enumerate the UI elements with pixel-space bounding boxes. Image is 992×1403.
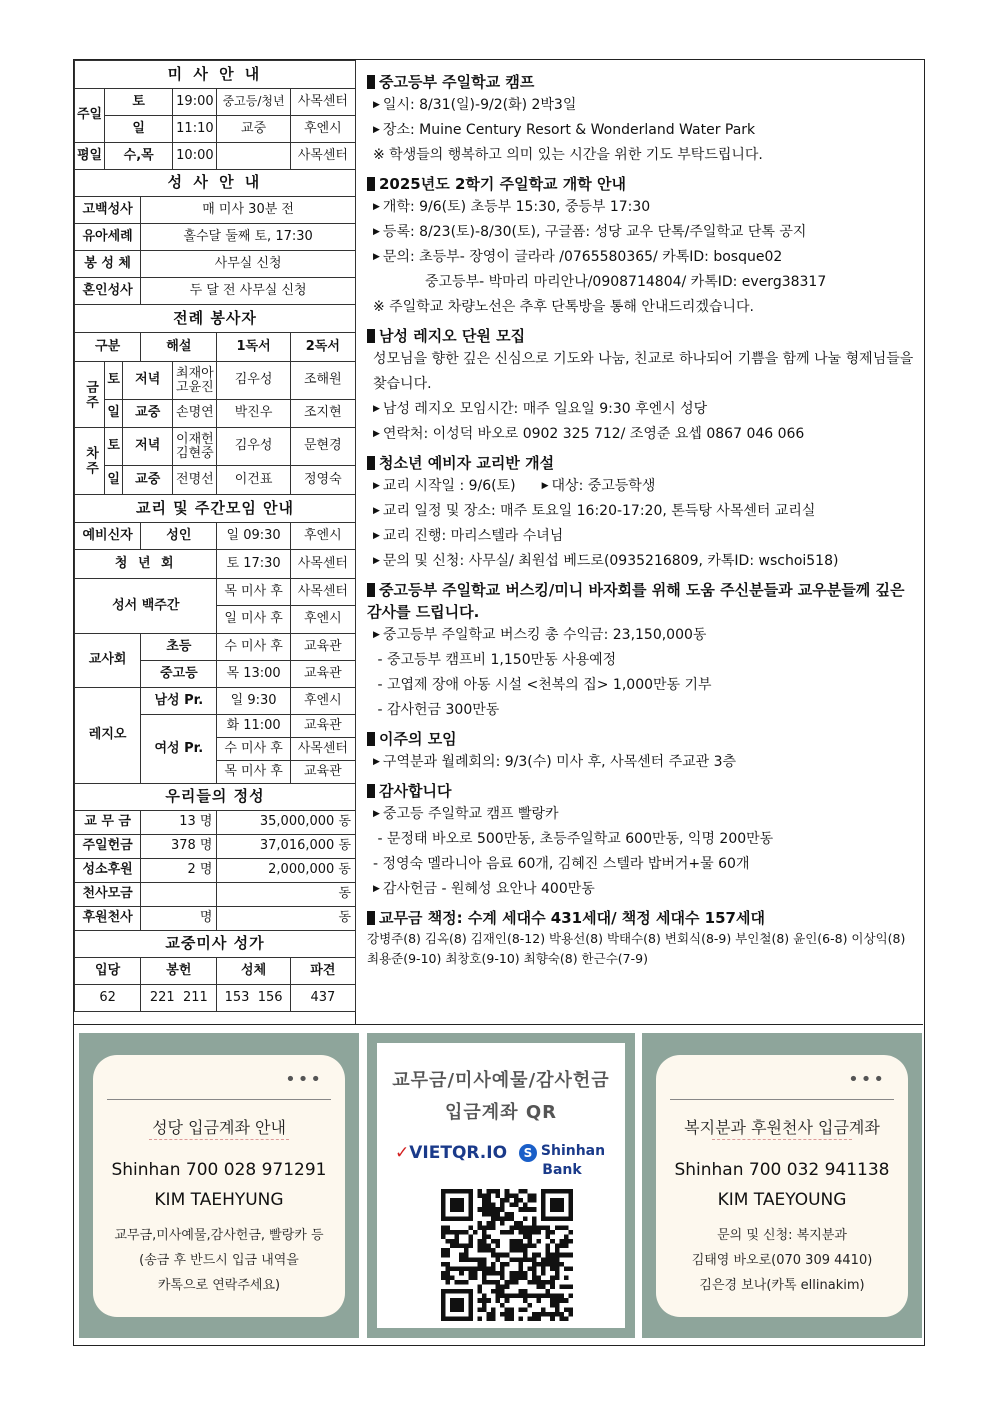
sacrament-name: 고백성사 — [75, 197, 141, 224]
offering-count: 2 명 — [141, 859, 217, 883]
square-bullet-icon — [367, 732, 375, 746]
title-underline — [712, 1139, 852, 1140]
teachers-time: 목 13:00 — [217, 661, 290, 688]
sacrament-name: 유아세례 — [75, 224, 141, 251]
square-bullet-icon — [367, 583, 375, 597]
offerings-title: 우리들의 정성 — [75, 784, 356, 811]
sacrament-name: 봉 성 체 — [75, 251, 141, 278]
qr-title-line: 교무금/미사예물/감사헌금 — [392, 1070, 610, 1091]
mass-place: 사목센터 — [290, 89, 355, 116]
notice-line-text: 강병주(8) 김옥(8) 김재인(8-12) 박용선(8) 박태수(8) 변회식(8-9) 부인철(8) 윤인(6-8) 이상익(8) 최용준(9-10) 최창호(9-10) 최향숙(8) 한근수(7-9) — [367, 931, 906, 966]
sacrament-title: 성 사 안 내 — [75, 170, 356, 197]
bible-label: 성서 백주간 — [75, 579, 217, 634]
square-bullet-icon — [367, 329, 375, 343]
notice-line-text: 문의 및 신청: 사무실/ 최원섭 베드로(0935216809, 카톡ID: wschoi518) — [382, 553, 839, 569]
notice-title — [367, 728, 917, 750]
server-day: 일 — [105, 466, 123, 495]
notice-line-text: 등록: 8/23(토)-8/30(토), 구글폼: 성당 교우 단톡/주일학교 단톡 공지 — [382, 224, 807, 240]
offering-name: 성소후원 — [75, 859, 141, 883]
triangle-bullet-icon: ▶ — [373, 125, 380, 135]
notice-line — [367, 245, 917, 270]
server-reading2: 정영숙 — [290, 466, 355, 495]
info-column — [74, 60, 356, 1024]
legio-female-place: 교육관 — [290, 761, 355, 784]
bible-place: 사목센터 — [290, 579, 355, 606]
notice-line-text: 남성 레지오 모임시간: 매주 일요일 9:30 후엔시 성당 — [382, 401, 708, 417]
server-commentator: 전명선 — [173, 466, 217, 495]
notice-line — [367, 623, 917, 648]
card-title: 성당 입금계좌 안내 — [152, 1118, 286, 1137]
qr-code-icon[interactable] — [441, 1189, 573, 1321]
servers-header: 2독서 — [290, 333, 355, 362]
teachers-place: 교육관 — [290, 634, 355, 661]
meetings-title: 교리 및 주간모임 안내 — [75, 495, 356, 523]
mass-day: 수,목 — [105, 143, 173, 170]
youth-place: 사목센터 — [290, 550, 355, 579]
notice-line-text: ※ 주일학교 차량노선은 추후 단톡방을 통해 안내드리겠습니다. — [373, 299, 754, 315]
triangle-bullet-icon: ▶ — [373, 100, 380, 110]
hymn-header: 입당 — [75, 958, 141, 985]
notice-line-text: - 정영숙 멜라니아 음료 60개, 김혜진 스텔라 밥버거+물 60개 — [373, 856, 750, 872]
legio-male-place: 후엔시 — [290, 688, 355, 715]
weekday-label: 평일 — [75, 143, 105, 170]
shinhan-text: Shinhan Bank — [540, 1143, 606, 1178]
square-bullet-icon — [367, 911, 375, 925]
server-reading1: 이건표 — [217, 466, 290, 495]
servers-header: 해설 — [141, 333, 217, 362]
shinhan-mark-icon: S — [519, 1144, 537, 1162]
youth-time: 토 17:30 — [217, 550, 290, 579]
mass-who: 중고등/청년 — [217, 89, 290, 116]
triangle-bullet-icon: ▶ — [541, 481, 549, 491]
account-info — [93, 1155, 345, 1215]
account-holder: KIM TAEHYUNG — [154, 1190, 284, 1210]
square-bullet-icon — [367, 75, 375, 89]
square-bullet-icon — [367, 784, 375, 798]
notice-line — [367, 220, 917, 245]
offering-name: 후원천사 — [75, 907, 141, 931]
note-line: 교무금,미사예물,감사헌금, 빨랑카 등 — [114, 1228, 324, 1243]
offering-name: 교 무 금 — [75, 811, 141, 835]
legio-female-label: 여성 Pr. — [141, 715, 217, 784]
notice-line-text: 성모님을 향한 깊은 신심으로 기도와 나눔, 친교로 하나되어 기쁨을 함께 나눌 형제님들을 찾습니다. — [373, 351, 914, 392]
catechumen-time: 일 09:30 — [217, 523, 290, 550]
mass-title: 미 사 안 내 — [75, 61, 356, 89]
notice-title-text: 감사합니다 — [379, 782, 452, 800]
notice-line-text: 일시: 8/31(일)-9/2(화) 2박3일 — [382, 97, 577, 113]
catechumen-who: 성인 — [141, 523, 217, 550]
shinhan-logo — [499, 1143, 625, 1178]
qr-card — [377, 1043, 625, 1328]
notice-line-text: 연락처: 이성덕 바오로 0902 325 712/ 조영준 요셉 0867 046 066 — [382, 426, 805, 442]
hymns-title: 교중미사 성가 — [75, 931, 356, 958]
week-label: 차주 — [75, 428, 105, 495]
catechumen-place: 후엔시 — [290, 523, 355, 550]
server-reading2: 문현경 — [290, 428, 355, 466]
sacrament-value: 매 미사 30분 전 — [141, 197, 356, 224]
notice-title — [367, 71, 917, 93]
hymn-header: 성체 — [217, 958, 290, 985]
legio-female-time: 수 미사 후 — [217, 738, 290, 761]
notices-column — [357, 60, 923, 1024]
sacrament-value: 두 달 전 사무실 신청 — [141, 278, 356, 305]
card-note — [93, 1223, 345, 1298]
vietqr-mark-icon: ✓ — [395, 1143, 410, 1163]
server-day: 토 — [105, 362, 123, 400]
notice-line — [367, 474, 917, 499]
triangle-bullet-icon: ▶ — [373, 252, 380, 262]
church-account-card — [93, 1055, 345, 1317]
square-bullet-icon — [367, 456, 375, 470]
notice-line-text: 중고등 주일학교 캠프 빨랑카 — [382, 806, 559, 822]
legio-female-place: 교육관 — [290, 715, 355, 738]
notice-line — [367, 673, 917, 698]
server-commentator: 손명연 — [173, 400, 217, 428]
server-reading1: 김우성 — [217, 362, 290, 400]
notice-line — [367, 698, 917, 723]
sacrament-value: 홀수달 둘째 토, 17:30 — [141, 224, 356, 251]
qr-title-line: 입금계좌 QR — [445, 1102, 557, 1123]
more-icon: ••• — [285, 1069, 323, 1090]
triangle-bullet-icon: ▶ — [373, 202, 380, 212]
sacrament-name: 혼인성사 — [75, 278, 141, 305]
notice-line — [367, 852, 917, 877]
servers-header: 1독서 — [217, 333, 290, 362]
account-number: Shinhan 700 028 971291 — [111, 1160, 327, 1180]
vietqr-logo — [395, 1143, 507, 1163]
offering-name: 주일헌금 — [75, 835, 141, 859]
notice-line — [367, 347, 917, 397]
triangle-bullet-icon: ▶ — [373, 809, 380, 819]
notice-line-text: 교리 일정 및 장소: 매주 토요일 16:20-17:20, 톤득탕 사목센터 교리실 — [382, 503, 816, 519]
server-reading1: 김우성 — [217, 428, 290, 466]
bible-time: 일 미사 후 — [217, 606, 290, 634]
server-reading2: 조지현 — [290, 400, 355, 428]
notice-line-text: 문의: 초등부- 장영이 글라라 /0765580365/ 카톡ID: bosque02 — [382, 249, 783, 265]
hymn-value: 62 — [75, 985, 141, 1012]
triangle-bullet-icon: ▶ — [373, 404, 380, 414]
triangle-bullet-icon: ▶ — [373, 481, 380, 491]
triangle-bullet-icon: ▶ — [373, 531, 380, 541]
notice-title-text: 2025년도 2학기 주일학교 개학 안내 — [379, 175, 626, 193]
legio-female-time: 목 미사 후 — [217, 761, 290, 784]
legio-male-who: 남성 Pr. — [141, 688, 217, 715]
top-section — [74, 60, 923, 1024]
note-line: (송금 후 반드시 입금 내역을 — [139, 1253, 299, 1268]
notice-line-text: 교리 시작일 : 9/6(토) — [382, 478, 516, 494]
divider — [670, 1099, 894, 1100]
account-number: Shinhan 700 032 941138 — [674, 1160, 890, 1180]
hymn-value: 153 156 — [217, 985, 290, 1012]
notice-title — [367, 325, 917, 347]
offering-amount: 37,016,000 동 — [217, 835, 356, 859]
bulletin-page — [73, 59, 925, 1346]
notice-line-text: 대상: 중고등학생 — [551, 478, 656, 494]
notice-line — [367, 549, 917, 574]
offering-count: 13 명 — [141, 811, 217, 835]
server-mass: 저녁 — [123, 428, 173, 466]
account-info — [656, 1155, 908, 1215]
week-label: 금주 — [75, 362, 105, 428]
notice-line-text: - 중고등부 캠프비 1,150만동 사용예정 — [373, 652, 617, 668]
notice-title — [367, 907, 917, 929]
notice-line — [367, 270, 917, 295]
bank-info-section — [74, 1024, 923, 1345]
triangle-bullet-icon: ▶ — [373, 227, 380, 237]
server-commentator: 이재헌 김현중 — [173, 428, 217, 466]
notice-line — [367, 93, 917, 118]
notice-title — [367, 173, 917, 195]
bible-time: 목 미사 후 — [217, 579, 290, 606]
notice-line-text: ※ 학생들의 행복하고 의미 있는 시간을 위한 기도 부탁드립니다. — [373, 147, 763, 163]
notice-line-text: 구역분과 월례회의: 9/3(수) 미사 후, 사목센터 주교관 3층 — [382, 754, 737, 770]
server-mass: 교중 — [123, 400, 173, 428]
notice-line-text: 장소: Muine Century Resort & Wonderland Water Park — [382, 122, 756, 138]
divider — [107, 1099, 331, 1100]
teachers-who: 초등 — [141, 634, 217, 661]
hymn-value: 437 — [290, 985, 355, 1012]
mass-place: 후엔시 — [290, 116, 355, 143]
notice-title-text: 이주의 모임 — [379, 730, 457, 748]
qr-title — [377, 1065, 625, 1129]
offering-amount: 35,000,000 동 — [217, 811, 356, 835]
offering-amount: 동 — [217, 907, 356, 931]
mass-time: 19:00 — [173, 89, 217, 116]
notice-line — [367, 118, 917, 143]
offering-count: 명 — [141, 907, 217, 931]
notice-line — [367, 295, 917, 320]
mass-time: 11:10 — [173, 116, 217, 143]
notice-line-text: 중고등부 주일학교 버스킹 총 수익금: 23,150,000동 — [382, 627, 707, 643]
servers-header: 구분 — [75, 333, 141, 362]
server-reading1: 박진우 — [217, 400, 290, 428]
qr-card-frame — [367, 1033, 635, 1338]
mass-day: 토 — [105, 89, 173, 116]
notice-line — [367, 827, 917, 852]
notice-line — [367, 929, 917, 969]
welfare-account-card — [656, 1055, 908, 1317]
card-note — [656, 1223, 908, 1298]
notice-title-text: 중고등부 주일학교 캠프 — [379, 73, 535, 91]
notice-title-text: 청소년 예비자 교리반 개설 — [379, 454, 555, 472]
legio-female-place: 사목센터 — [290, 738, 355, 761]
info-table — [74, 60, 356, 1012]
triangle-bullet-icon: ▶ — [373, 506, 380, 516]
notice-title — [367, 780, 917, 802]
bank-logos — [377, 1143, 625, 1178]
notice-title-text: 교무금 책정: 수계 세대수 431세대/ 책정 세대수 157세대 — [379, 909, 765, 927]
teachers-place: 교육관 — [290, 661, 355, 688]
notice-line — [367, 143, 917, 168]
catechumen-label: 예비신자 — [75, 523, 141, 550]
notice-line — [367, 750, 917, 775]
mass-who — [217, 143, 290, 170]
hymn-header: 봉헌 — [141, 958, 217, 985]
offering-amount: 2,000,000 동 — [217, 859, 356, 883]
notice-line — [367, 802, 917, 827]
mass-time: 10:00 — [173, 143, 217, 170]
triangle-bullet-icon: ▶ — [373, 884, 380, 894]
notice-title — [367, 452, 917, 474]
notice-title-text: 남성 레지오 단원 모집 — [379, 327, 526, 345]
legio-female-time: 화 11:00 — [217, 715, 290, 738]
card-title: 복지분과 후원천사 입금계좌 — [684, 1118, 880, 1137]
square-bullet-icon — [367, 177, 375, 191]
server-day: 토 — [105, 428, 123, 466]
notice-line-text: - 감사헌금 300만동 — [373, 702, 500, 718]
server-mass: 교중 — [123, 466, 173, 495]
offering-count — [141, 883, 217, 907]
note-line: 김태영 바오로(070 309 4410) — [691, 1253, 873, 1268]
hymn-header: 파견 — [290, 958, 355, 985]
notice-line-text: - 고엽제 장애 아동 시설 <천복의 집> 1,000만동 기부 — [373, 677, 712, 693]
sunday-label: 주일 — [75, 89, 105, 143]
sacrament-value: 사무실 신청 — [141, 251, 356, 278]
note-line: 문의 및 신청: 복지분과 — [717, 1228, 847, 1243]
teachers-time: 수 미사 후 — [217, 634, 290, 661]
church-account-card-frame — [79, 1033, 359, 1338]
title-underline — [149, 1139, 289, 1140]
servers-title: 전례 봉사자 — [75, 305, 356, 333]
mass-who: 교중 — [217, 116, 290, 143]
notice-line — [367, 397, 917, 422]
notice-line — [367, 499, 917, 524]
notice-line — [367, 195, 917, 220]
note-line: 카톡으로 연락주세요) — [157, 1278, 281, 1293]
notice-line-text: 중고등부- 박마리 마리안나/0908714804/ 카톡ID: everg38317 — [425, 274, 827, 290]
triangle-bullet-icon: ▶ — [373, 630, 380, 640]
server-commentator: 최재아 고윤진 — [173, 362, 217, 400]
vietqr-text: VIETQR.IO — [409, 1143, 508, 1163]
youth-label: 청 년 회 — [75, 550, 217, 579]
notice-line — [367, 648, 917, 673]
offering-amount: 동 — [217, 883, 356, 907]
mass-day: 일 — [105, 116, 173, 143]
teachers-label: 교사회 — [75, 634, 141, 688]
bible-place: 후엔시 — [290, 606, 355, 634]
notice-line-text: - 문정태 바오로 500만동, 초등주일학교 600만동, 익명 200만동 — [373, 831, 774, 847]
more-icon: ••• — [848, 1069, 886, 1090]
notice-line — [367, 422, 917, 447]
welfare-account-card-frame — [642, 1033, 922, 1338]
triangle-bullet-icon: ▶ — [373, 429, 380, 439]
notice-line-text: 교리 진행: 마리스텔라 수녀님 — [382, 528, 564, 544]
triangle-bullet-icon: ▶ — [373, 757, 380, 767]
legio-label: 레지오 — [75, 688, 141, 784]
note-line: 김은경 보나(카톡 ellinakim) — [699, 1278, 865, 1293]
server-reading2: 조해원 — [290, 362, 355, 400]
notice-line-text: 감사헌금 - 원혜성 요안나 400만동 — [382, 881, 595, 897]
offering-name: 천사모금 — [75, 883, 141, 907]
notice-line — [367, 524, 917, 549]
offering-count: 378 명 — [141, 835, 217, 859]
account-holder: KIM TAEYOUNG — [717, 1190, 847, 1210]
notice-title — [367, 579, 917, 623]
hymn-value: 221 211 — [141, 985, 217, 1012]
notice-title-text: 중고등부 주일학교 버스킹/미니 바자회를 위해 도움 주신분들과 교우분들께 깊은 감사를 드립니다. — [367, 581, 905, 621]
mass-place: 사목센터 — [290, 143, 355, 170]
legio-male-time: 일 9:30 — [217, 688, 290, 715]
teachers-who: 중고등 — [141, 661, 217, 688]
triangle-bullet-icon: ▶ — [373, 556, 380, 566]
notice-line-text: 개학: 9/6(토) 초등부 15:30, 중등부 17:30 — [382, 199, 651, 215]
server-mass: 저녁 — [123, 362, 173, 400]
notice-line — [367, 877, 917, 902]
server-day: 일 — [105, 400, 123, 428]
